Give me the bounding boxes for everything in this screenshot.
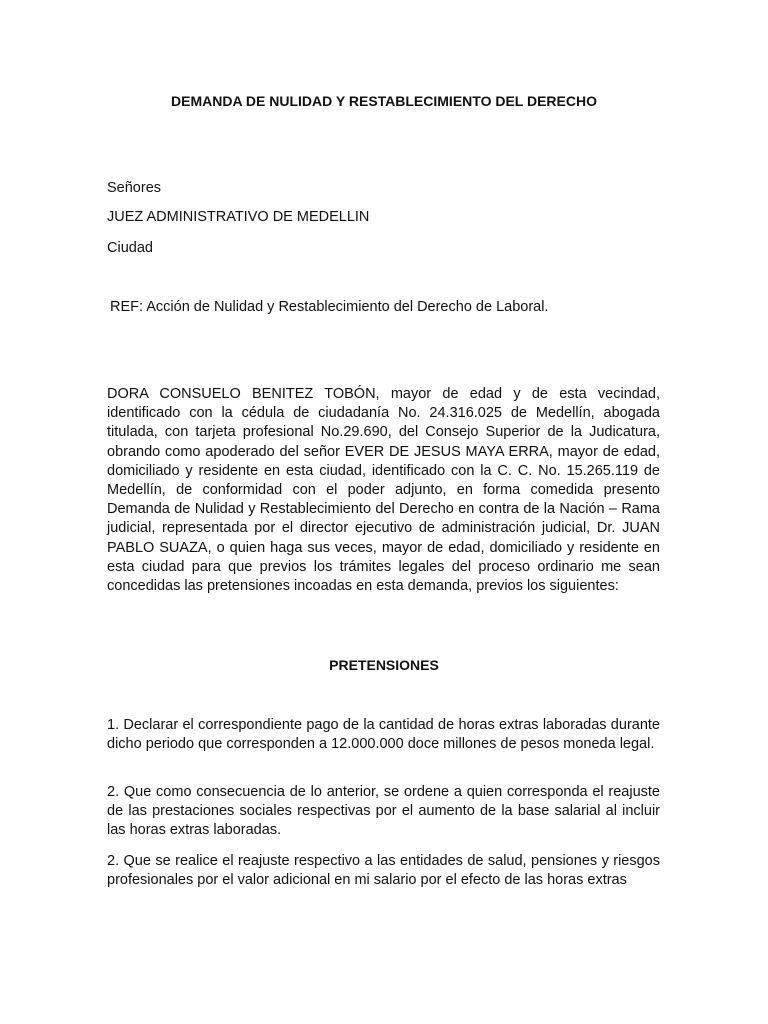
reference-line: REF: Acción de Nulidad y Restablecimiento del Derecho de Laboral.: [110, 299, 549, 315]
addressee-salutation: Señores: [107, 180, 162, 196]
addressee-recipient: JUEZ ADMINISTRATIVO DE MEDELLIN: [107, 209, 370, 225]
addressee-city: Ciudad: [107, 240, 153, 256]
claim-item-2: 2. Que como consecuencia de lo anterior, se ordene a quien corresponda el reajuste de las prestaciones sociales respectivas por el aumento de la base salarial al incluir las horas extras laboradas.: [107, 784, 660, 839]
section-title-pretensiones: PRETENSIONES: [329, 657, 439, 673]
claim-item-3: 2. Que se realice el reajuste respectivo a las entidades de salud, pensiones y riesgos profesionales por el valor adicional en mi salario por el efecto de las horas extras: [107, 853, 660, 889]
document-title: DEMANDA DE NULIDAD Y RESTABLECIMIENTO DEL DERECHO: [171, 93, 597, 109]
claim-item-1: 1. Declarar el correspondiente pago de la cantidad de horas extras laboradas durante dicho periodo que corresponden a 12.000.000 doce millones de pesos moneda legal.: [107, 717, 660, 753]
intro-paragraph: DORA CONSUELO BENITEZ TOBÓN, mayor de edad y de esta vecindad, identificado con la cédula de ciudadanía No. 24.316.025 de Medellín, abogada titulada, con tarjeta profesional No.29.690, del Consejo Superior de la Judicatura, obrando como apoderado del señor EVER DE JESUS MAYA ERRA, mayor de edad, domiciliado y residente en esta ciudad, identificado con la C. C. No. 15.265.119 de Medellín, de conformidad con el poder adjunto, en forma comedida presento Demanda de Nulidad y Restablecimiento del Derecho en contra de la Nación – Rama judicial, representada por el director ejecutivo de administración judicial, Dr. JUAN PABLO SUAZA, o quien haga sus veces, mayor de edad, domiciliado y residente en esta ciudad para que previos los trámites legales del proceso ordinario me sean concedidas las pretensiones incoadas en esta demanda, previos los siguientes:: [107, 386, 660, 595]
